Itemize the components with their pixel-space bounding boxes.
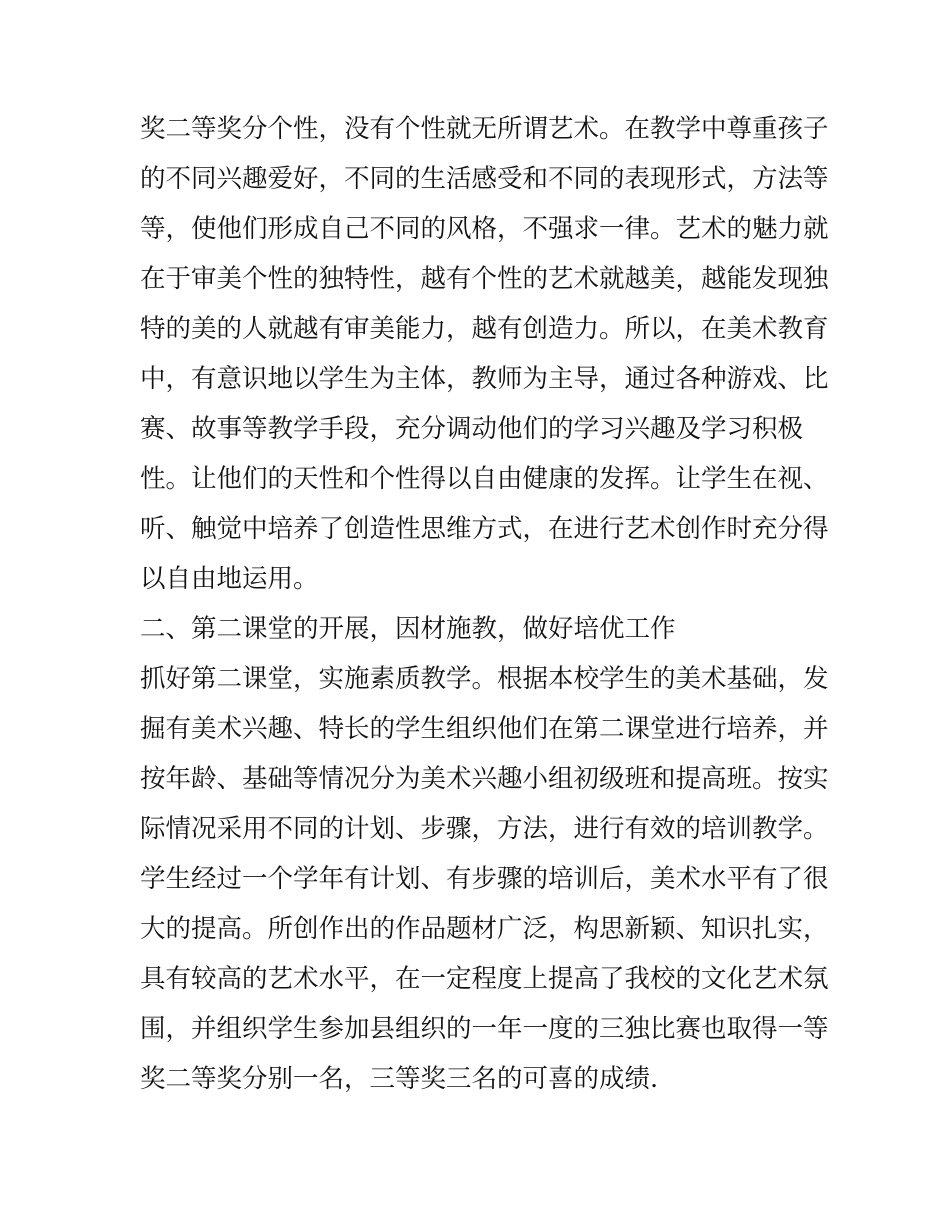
- text-line: 以自由地运用。: [140, 564, 319, 594]
- text-line: 大的提高。所创作出的作品题材广泛，构思新颖、知识扎实，: [140, 914, 829, 944]
- text-line: 学生经过一个学年有计划、有步骤的培训后，美术水平有了很: [140, 864, 829, 894]
- text-line: 掘有美术兴趣、特长的学生组织他们在第二课堂进行培养，并: [140, 714, 829, 744]
- text-line: 在于审美个性的独特性，越有个性的艺术就越美，越能发现独: [140, 264, 829, 294]
- section-heading: 二、第二课堂的开展，因材施教，做好培优工作: [140, 614, 676, 644]
- text-line: 围，并组织学生参加县组织的一年一度的三独比赛也取得一等: [140, 1014, 829, 1044]
- text-line: 中，有意识地以学生为主体，教师为主导，通过各种游戏、比: [140, 364, 829, 394]
- text-line: 的不同兴趣爱好，不同的生活感受和不同的表现形式，方法等: [140, 164, 829, 194]
- text-line: 奖二等奖分个性，没有个性就无所谓艺术。在教学中尊重孩子: [140, 114, 829, 144]
- text-line: 特的美的人就越有审美能力，越有创造力。所以，在美术教育: [140, 314, 829, 344]
- text-line: 具有较高的艺术水平，在一定程度上提高了我校的文化艺术氛: [140, 964, 829, 994]
- text-line: 际情况采用不同的计划、步骤，方法，进行有效的培训教学。: [140, 814, 829, 844]
- text-line: 按年龄、基础等情况分为美术兴趣小组初级班和提高班。按实: [140, 764, 829, 794]
- text-line: 听、触觉中培养了创造性思维方式，在进行艺术创作时充分得: [140, 514, 829, 544]
- text-line: 赛、故事等教学手段，充分调动他们的学习兴趣及学习积极: [140, 414, 804, 444]
- text-line: 奖二等奖分别一名，三等奖三名的可喜的成绩.: [140, 1064, 659, 1094]
- text-line: 性。让他们的天性和个性得以自由健康的发挥。让学生在视、: [140, 464, 829, 494]
- text-line: 等，使他们形成自己不同的风格，不强求一律。艺术的魅力就: [140, 214, 829, 244]
- text-line: 抓好第二课堂，实施素质教学。根据本校学生的美术基础，发: [140, 664, 829, 694]
